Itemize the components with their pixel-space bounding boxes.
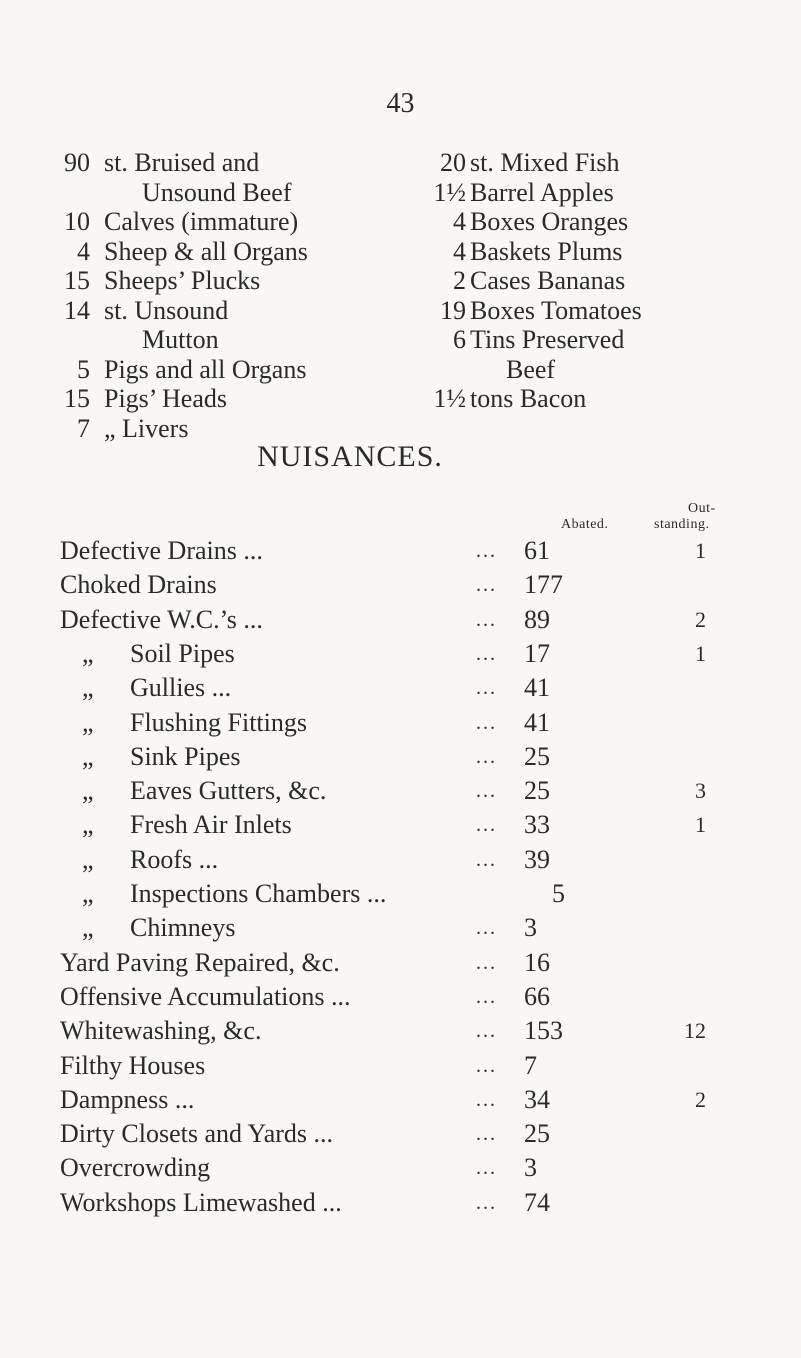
nuisance-row [0,1117,801,1151]
seizure-item-text: Pigs’ Heads [104,384,228,413]
nuisance-label: Chimneys [130,913,236,943]
abated-count: 3 [524,1153,537,1183]
seizure-item-text: Cases Bananas [470,266,626,295]
seizure-item-text: st. Mixed Fish [470,148,620,177]
nuisance-row [0,637,801,671]
leader-dots: ... [476,574,497,597]
abated-count: 5 [552,879,565,908]
seizure-quantity: 5 [77,354,90,384]
abated-count: 39 [524,844,550,874]
nuisance-row [0,603,801,637]
seizure-quantity: 7 [77,413,90,443]
abated-count: 41 [524,673,550,703]
abated-count: 153 [524,1016,563,1046]
seizure-quantity: 6 [453,325,466,354]
nuisance-row [0,671,801,705]
outstanding-count: 12 [684,1018,706,1044]
abated-count: 17 [524,638,550,668]
outstanding-count: 1 [695,538,706,563]
seizure-item-text: Pigs and all Organs [104,354,307,384]
outstanding-count: 3 [695,778,706,804]
nuisance-row [0,534,801,568]
seizure-quantity: 14 [64,295,90,325]
seizure-item-text: Boxes Tomatoes [470,295,642,325]
nuisance-row [0,843,801,877]
nuisance-label: Offensive Accumulations ... [60,981,351,1011]
nuisance-row [0,706,801,740]
nuisance-row [0,946,801,980]
outstanding-column-header-line1: Out- [688,501,716,516]
nuisance-label: Soil Pipes [130,638,235,668]
abated-count: 66 [524,981,550,1011]
leader-dots: ... [476,540,497,562]
abated-count: 33 [524,810,550,840]
nuisance-row [0,568,801,602]
seizure-item-text: Boxes Oranges [470,207,629,236]
nuisances-heading: NUISANCES. [257,440,443,473]
nuisance-label: Choked Drains [60,570,217,600]
seizure-item-text: Tins Preserved [470,325,625,354]
nuisance-row [0,1083,801,1117]
leader-dots: ... [476,1088,497,1111]
abated-count: 25 [524,776,550,806]
seizure-item-text: „ Livers [104,413,189,443]
nuisance-row [0,1049,801,1083]
leader-dots: ... [476,848,497,871]
seizure-item-text: Sheep & all Organs [104,236,308,266]
seizure-quantity: 4 [77,236,90,266]
seizure-item-text: Baskets Plums [470,236,623,266]
seizure-quantity: 2 [453,266,466,295]
ditto-mark: „ [82,879,94,908]
abated-count: 7 [524,1050,537,1080]
ditto-mark: „ [82,638,94,668]
nuisance-label: Workshops Limewashed ... [60,1187,342,1217]
seizure-item-text: Sheeps’ Plucks [104,266,261,295]
nuisance-label: Gullies ... [130,673,232,703]
seizure-item-text: st. Unsound [104,295,229,325]
abated-count: 34 [524,1084,550,1114]
ditto-mark: „ [82,844,94,874]
outstanding-count: 1 [695,812,706,838]
leader-dots: ... [476,1123,497,1146]
abated-count: 16 [524,947,550,977]
ditto-mark: „ [82,707,94,737]
abated-count: 61 [524,536,550,565]
outstanding-count: 2 [695,1086,706,1112]
nuisance-row [0,911,801,945]
nuisance-label: Dampness ... [60,1084,195,1114]
abated-count: 89 [524,604,550,634]
leader-dots: ... [476,642,497,665]
nuisance-row [0,740,801,774]
nuisance-row [0,980,801,1014]
nuisance-label: Eaves Gutters, &c. [130,776,327,806]
nuisance-row [0,1014,801,1048]
leader-dots: ... [476,711,497,734]
seizure-quantity: 90 [64,148,90,177]
leader-dots: ... [476,985,497,1008]
leader-dots: ... [476,814,497,837]
seizure-quantity: 4 [453,236,466,266]
seizure-item-text: Unsound Beef [142,177,292,207]
leader-dots: ... [476,745,497,768]
ditto-mark: „ [82,810,94,840]
outstanding-count: 2 [695,606,706,632]
nuisance-label: Defective Drains ... [60,536,263,565]
nuisance-label: Defective W.C.’s ... [60,604,263,634]
abated-count: 74 [524,1187,550,1217]
nuisance-label: Overcrowding [60,1153,211,1183]
seizure-quantity: 15 [64,384,90,413]
leader-dots: ... [476,1157,497,1180]
seizure-quantity: 19 [440,295,466,325]
nuisance-row [0,1186,801,1220]
seizure-quantity: 1½ [433,384,466,413]
page-number: 43 [386,88,415,119]
seizure-item-text: Calves (immature) [104,207,299,236]
nuisance-row [0,1151,801,1185]
nuisance-label: Whitewashing, &c. [60,1016,262,1046]
seizure-item-text: st. Bruised and [104,148,260,177]
ditto-mark: „ [82,741,94,771]
leader-dots: ... [476,677,497,700]
abated-count: 25 [524,1119,550,1149]
seizure-quantity: 20 [440,148,466,177]
abated-count: 41 [524,707,550,737]
leader-dots: ... [476,780,497,803]
abated-column-header: Abated. [561,517,609,532]
seizure-item-text: Beef [506,354,556,384]
seizure-item-text: Mutton [142,325,219,354]
ditto-mark: „ [82,913,94,943]
seizure-quantity: 10 [64,207,90,236]
leader-dots: ... [476,1054,497,1077]
ditto-mark: „ [82,673,94,703]
outstanding-count: 1 [695,640,706,666]
abated-count: 25 [524,741,550,771]
nuisance-row [0,808,801,842]
nuisance-label: Filthy Houses [60,1050,206,1080]
nuisance-label: Inspections Chambers ... [130,879,387,908]
nuisance-label: Roofs ... [130,844,219,874]
abated-count: 3 [524,913,537,943]
seizure-item-text: Barrel Apples [470,177,614,207]
leader-dots: ... [476,951,497,974]
nuisance-row [0,877,801,911]
leader-dots: ... [476,608,497,631]
nuisance-label: Yard Paving Repaired, &c. [60,947,340,977]
seizure-quantity: 4 [453,207,466,236]
leader-dots: ... [476,1020,497,1043]
ditto-mark: „ [82,776,94,806]
nuisance-label: Sink Pipes [130,741,241,771]
nuisance-label: Dirty Closets and Yards ... [60,1119,334,1149]
abated-count: 177 [524,570,563,600]
seizure-quantity: 15 [64,266,90,295]
seizure-quantity: 1½ [433,177,466,207]
outstanding-column-header-line2: standing. [654,517,710,532]
nuisance-row [0,774,801,808]
nuisance-label: Fresh Air Inlets [130,810,292,840]
leader-dots: ... [476,1191,497,1214]
seizure-item-text: tons Bacon [470,384,587,413]
nuisance-label: Flushing Fittings [130,707,307,737]
leader-dots: ... [476,917,497,940]
